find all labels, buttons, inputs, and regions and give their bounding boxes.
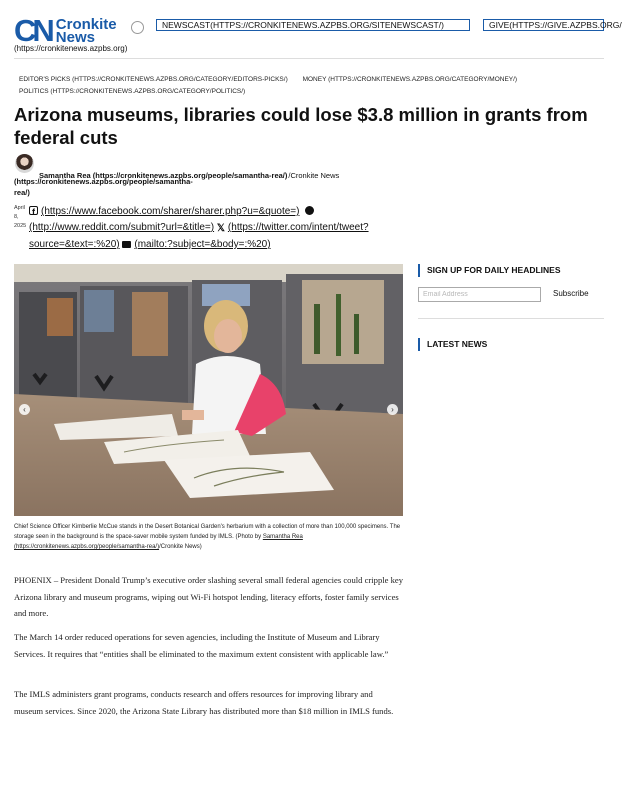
author-link[interactable]: Samantha Rea (https://cronkitenews.azpbs.org/people/samantha-rea/)	[39, 171, 288, 180]
category-links	[14, 74, 604, 98]
article-paragraph: The March 14 order reduced operations for seven agencies, including the Institute of Museum and Library Services. It requires that “entities shall be eliminated to the maximum extent consistent with applicable law.”	[14, 632, 389, 659]
category-politics[interactable]: POLITICS (HTTPS://CRONKITENEWS.AZPBS.ORG/CATEGORY/POLITICS/)	[19, 88, 246, 95]
share-links	[29, 204, 404, 253]
photo-caption	[14, 522, 403, 552]
search-icon[interactable]	[131, 21, 144, 34]
nav-newscast-link[interactable]: NEWSCAST(HTTPS://CRONKITENEWS.AZPBS.ORG/SITENEWSCAST/)	[156, 19, 470, 31]
carousel-prev-button[interactable]: ‹	[19, 404, 30, 415]
article-paragraph: PHOENIX – President Donald Trump’s executive order slashing several small federal agencies could cripple key Arizona library and museum programs, wiping out Wi-Fi hotspot lending, literacy efforts, foster family services and more.	[14, 575, 404, 618]
x-twitter-icon: 𝕏	[216, 223, 225, 234]
article-photo	[14, 264, 403, 516]
site-logo[interactable]	[14, 13, 117, 48]
logo-wordmark	[56, 18, 117, 44]
publication-name: /Cronkite News	[288, 171, 340, 180]
share-facebook-link[interactable]: (https://www.facebook.com/sharer/sharer.php?u=&quote=)	[41, 206, 300, 217]
logo-mark: CN	[14, 13, 51, 48]
share-reddit-link[interactable]: (http://www.reddit.com/submit?url=&title=)	[29, 222, 215, 233]
latest-news-heading: LATEST NEWS	[418, 338, 487, 351]
article-paragraph: The IMLS administers grant programs, conducts research and offers resources for improving library and museum services. Since 2020, the Arizona State Library has distributed more than $18 million in IMLS funds.	[14, 689, 394, 716]
email-field[interactable]	[418, 287, 541, 302]
category-money[interactable]: MONEY (HTTPS://CRONKITENEWS.AZPBS.ORG/CATEGORY/MONEY/)	[302, 76, 518, 83]
author-url-overlap-tail[interactable]: rea/)	[14, 188, 30, 197]
share-twitter-link[interactable]: (https://twitter.com/intent/tweet?source=&text=:%20)	[29, 222, 369, 250]
logo-word-cronkite: Cronkite	[55, 16, 117, 33]
caption-tail: /Cronkite News)	[159, 544, 202, 550]
subscribe-button[interactable]: Subscribe	[553, 289, 589, 298]
category-editors-picks[interactable]: EDITOR'S PICKS (HTTPS://CRONKITENEWS.AZPBS.ORG/CATEGORY/EDITORS-PICKS/)	[19, 76, 288, 83]
author-url-overlap[interactable]: (https://cronkitenews.azpbs.org/people/samantha-	[14, 177, 193, 186]
header-divider	[14, 58, 604, 59]
caption-author-link[interactable]: Samantha Rea (https://cronkitenews.azpbs.org/people/samantha-rea/)	[14, 534, 303, 550]
caption-text: Chief Science Officer Kimberlie McCue stands in the Desert Botanical Garden's herbarium with a collection of more than 100,000 specimens. The storage seen in the background is the space-saver mobile system funded by IMLS. (Photo by	[14, 524, 401, 540]
sidebar-divider	[418, 318, 604, 319]
logo-word-news: News	[55, 29, 95, 46]
share-email-link[interactable]: (mailto:?subject=&body=:%20)	[134, 239, 271, 250]
logo-url[interactable]: (https://cronkitenews.azpbs.org)	[14, 44, 128, 53]
nav-give-link[interactable]: GIVE(HTTPS://GIVE.AZPBS.ORG/	[483, 19, 604, 31]
email-icon	[122, 241, 131, 248]
herbarium-photo-illustration	[14, 264, 403, 516]
facebook-icon	[29, 206, 38, 215]
carousel-next-button[interactable]: ›	[387, 404, 398, 415]
publish-date: April 8, 2025	[14, 205, 27, 229]
reddit-icon	[305, 206, 314, 215]
article-headline: Arizona museums, libraries could lose $3.8 million in grants from federal cuts	[14, 104, 588, 148]
signup-heading: SIGN UP FOR DAILY HEADLINES	[418, 264, 561, 277]
